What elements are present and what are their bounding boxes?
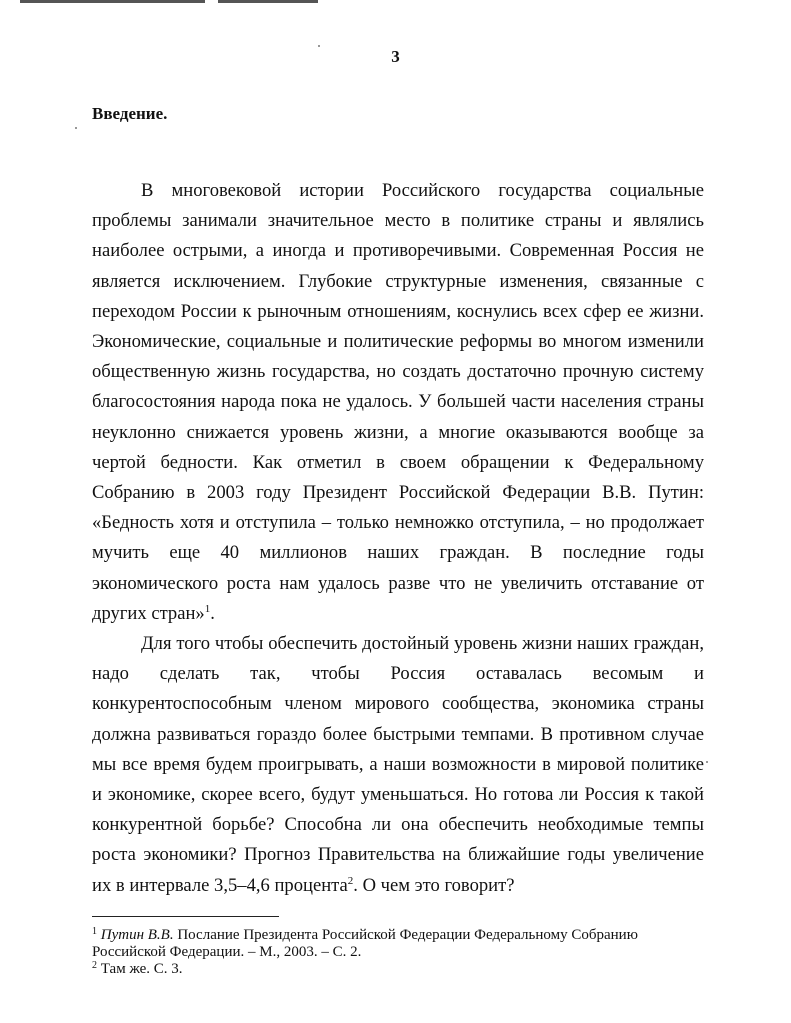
footnote xyxy=(92,961,684,978)
footnote-marker: 1 xyxy=(92,926,97,937)
footnote-text: Там же. С. 3. xyxy=(97,961,183,977)
footnote xyxy=(92,927,684,961)
scan-speck xyxy=(75,127,77,129)
paragraph xyxy=(92,176,704,629)
footnote-author: Путин В.В. xyxy=(100,927,174,943)
paragraph-text: В многовековой истории Российского государства социальные проблемы занимали значительное место в политике страны и являлись наиболее острыми, а иногда и противоречивыми. Современная Россия не является исключением. Глубокие структурные изменения, связанные с переходом России к рыночным отношениям, коснулись всех сфер ее жизни. Экономические, социальные и политические реформы во многом изменили общественную жизнь государства, но создать достаточно прочную систему благосостояния народа пока не удалось. У большей части населения страны неуклонно снижается уровень жизни, а многие оказываются вообще за чертой бедности. Как отметил в своем обращении к Федеральному Собранию в 2003 году Президент Российской Федерации В.В. Путин: «Бедность хотя и отступила – только немножко отступила, – но продолжает мучить еще 40 миллионов наших граждан. В последние годы экономического роста нам удалось разве что не увеличить отставание от других стран» xyxy=(92,180,704,624)
paragraph-tail: . xyxy=(210,602,215,624)
footnote-separator xyxy=(92,916,279,917)
paragraph-tail: . О чем это говорит? xyxy=(353,874,515,896)
scan-edge-artifact xyxy=(20,0,205,3)
page-number: 3 xyxy=(391,47,400,66)
footnotes xyxy=(92,927,684,978)
paragraph-text: Для того чтобы обеспечить достойный уровень жизни наших граждан, надо сделать так, чтобы Россия оставалась весомым и конкурентоспособным членом мирового сообщества, экономика страны должна развиваться гораздо более быстрыми темпами. В противном случае мы все время будем проигрывать, а наши возможности в мировой политике и экономике, скорее всего, будут уменьшаться. Но готова ли Россия к такой конкурентной борьбе? Способна ли она обеспечить необходимые темпы роста экономики? Прогноз Правительства на ближайшие годы увеличение их в интервале 3,5–4,6 процента xyxy=(92,633,704,896)
body-text xyxy=(92,176,704,901)
scan-edge-artifact xyxy=(218,0,318,3)
footnote-text: Послание Президента Российской Федерации Федеральному Собранию Российской Федерации. – М., 2003. – С. 2. xyxy=(92,927,638,960)
footnote-reference[interactable]: 2 xyxy=(347,874,354,887)
paragraph xyxy=(92,629,704,901)
footnote-marker: 2 xyxy=(92,960,97,971)
scan-speck xyxy=(706,761,708,763)
section-heading: Введение. xyxy=(92,104,168,123)
footnote-reference[interactable]: 1 xyxy=(204,602,211,615)
